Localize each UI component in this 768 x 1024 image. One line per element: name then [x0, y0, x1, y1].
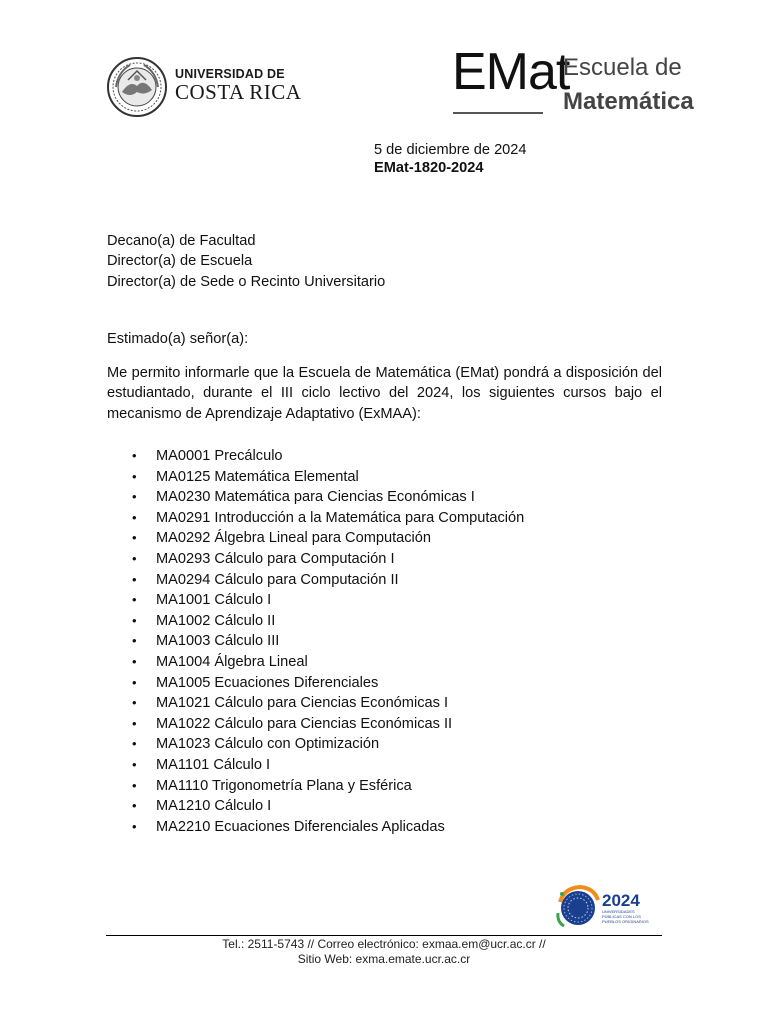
course-label: MA1101 Cálculo I [156, 756, 271, 773]
badge-tagline-line: UNIVERSIDADES [602, 909, 635, 914]
list-item [107, 611, 667, 632]
badge-year: 2024 [602, 891, 640, 910]
course-label: MA0294 Cálculo para Computación II [156, 571, 399, 588]
school-name-line1: Escuela de [563, 54, 682, 81]
bullet-icon: • [132, 695, 137, 711]
footer-website: Sitio Web: exma.emate.ucr.ac.cr [297, 952, 471, 966]
badge-tagline-line: PUEBLOS ORIGINARIOS [602, 919, 649, 924]
course-label: MA0230 Matemática para Ciencias Económicas I [156, 489, 475, 506]
course-label: MA1022 Cálculo para Ciencias Económicas II [156, 715, 453, 732]
list-item [107, 673, 667, 694]
bullet-icon: • [132, 550, 137, 566]
list-item [107, 693, 667, 714]
bullet-icon: • [132, 530, 137, 546]
universidades-2024-badge-icon [554, 880, 666, 930]
list-item [107, 796, 667, 817]
course-label: MA1210 Cálculo I [156, 798, 272, 815]
list-item [107, 817, 667, 838]
recipients-block [107, 231, 385, 292]
list-item [107, 776, 667, 797]
badge-tagline-line: PÚBLICAS CON LOS [602, 914, 641, 919]
bullet-icon: • [132, 612, 137, 628]
bullet-icon: • [132, 448, 137, 463]
letter-date: 5 de diciembre de 2024 [374, 142, 527, 158]
list-item [107, 734, 667, 755]
course-label: MA0001 Precálculo [156, 448, 283, 464]
letter-reference: EMat-1820-2024 [374, 160, 484, 176]
course-label: MA1003 Cálculo III [156, 633, 280, 650]
course-label: MA2210 Ecuaciones Diferenciales Aplicadas [156, 818, 445, 835]
course-list [107, 446, 667, 837]
bullet-icon: • [132, 818, 137, 834]
list-item [107, 570, 667, 591]
ucr-seal-icon [106, 56, 168, 118]
bullet-icon: • [132, 509, 137, 525]
course-label: MA1002 Cálculo II [156, 612, 276, 629]
bullet-icon: • [132, 653, 137, 669]
list-item [107, 528, 667, 549]
list-item [107, 508, 667, 529]
list-item [107, 631, 667, 652]
footer-contact: Tel.: 2511-5743 // Correo electrónico: exmaa.em@ucr.ac.cr // [222, 937, 546, 951]
course-label: MA1023 Cálculo con Optimización [156, 736, 380, 753]
university-name-line1: UNIVERSIDAD DE [175, 67, 285, 81]
footer-divider [106, 935, 662, 936]
greeting: Estimado(a) señor(a): [107, 331, 249, 347]
recipient-line: Director(a) de Escuela [107, 253, 253, 270]
bullet-icon: • [132, 777, 137, 793]
recipient-line: Director(a) de Sede o Recinto Universitario [107, 273, 386, 290]
bullet-icon: • [132, 489, 137, 505]
list-item [107, 714, 667, 735]
course-label: MA1021 Cálculo para Ciencias Económicas I [156, 695, 449, 712]
course-label: MA0292 Álgebra Lineal para Computación [156, 530, 432, 547]
bullet-icon: • [132, 468, 137, 484]
recipient-line: Decano(a) de Facultad [107, 233, 256, 249]
body-paragraph: Me permito informarle que la Escuela de Matemática (EMat) pondrá a disposición del estudiantado, durante el III ciclo lectivo del 2024, los siguientes cursos bajo el mecanismo de Aprendizaje Adaptativo (ExMAA): [107, 365, 662, 422]
bullet-icon: • [132, 715, 137, 731]
course-label: MA1005 Ecuaciones Diferenciales [156, 674, 379, 691]
bullet-icon: • [132, 736, 137, 752]
list-item [107, 652, 667, 673]
course-label: MA0293 Cálculo para Computación I [156, 550, 395, 567]
bullet-icon: • [132, 571, 137, 587]
university-name [175, 68, 301, 103]
course-label: MA1110 Trigonometría Plana y Esférica [156, 777, 412, 794]
emat-wordmark: EMat [452, 43, 570, 101]
course-label: MA0291 Introducción a la Matemática para Computación [156, 509, 525, 526]
course-label: MA1004 Álgebra Lineal [156, 653, 308, 670]
bullet-icon: • [132, 756, 137, 772]
bullet-icon: • [132, 633, 137, 649]
list-item [107, 549, 667, 570]
list-item [107, 467, 667, 488]
emat-underline [453, 112, 543, 114]
list-item [107, 590, 667, 611]
list-item [107, 487, 667, 508]
course-label: MA1001 Cálculo I [156, 592, 272, 609]
list-item [107, 446, 667, 467]
course-label: MA0125 Matemática Elemental [156, 468, 359, 485]
school-name-line2: Matemática [563, 88, 694, 115]
university-name-line2: COSTA RICA [175, 79, 302, 104]
list-item [107, 755, 667, 776]
bullet-icon: • [132, 798, 137, 814]
bullet-icon: • [132, 592, 137, 608]
bullet-icon: • [132, 674, 137, 690]
